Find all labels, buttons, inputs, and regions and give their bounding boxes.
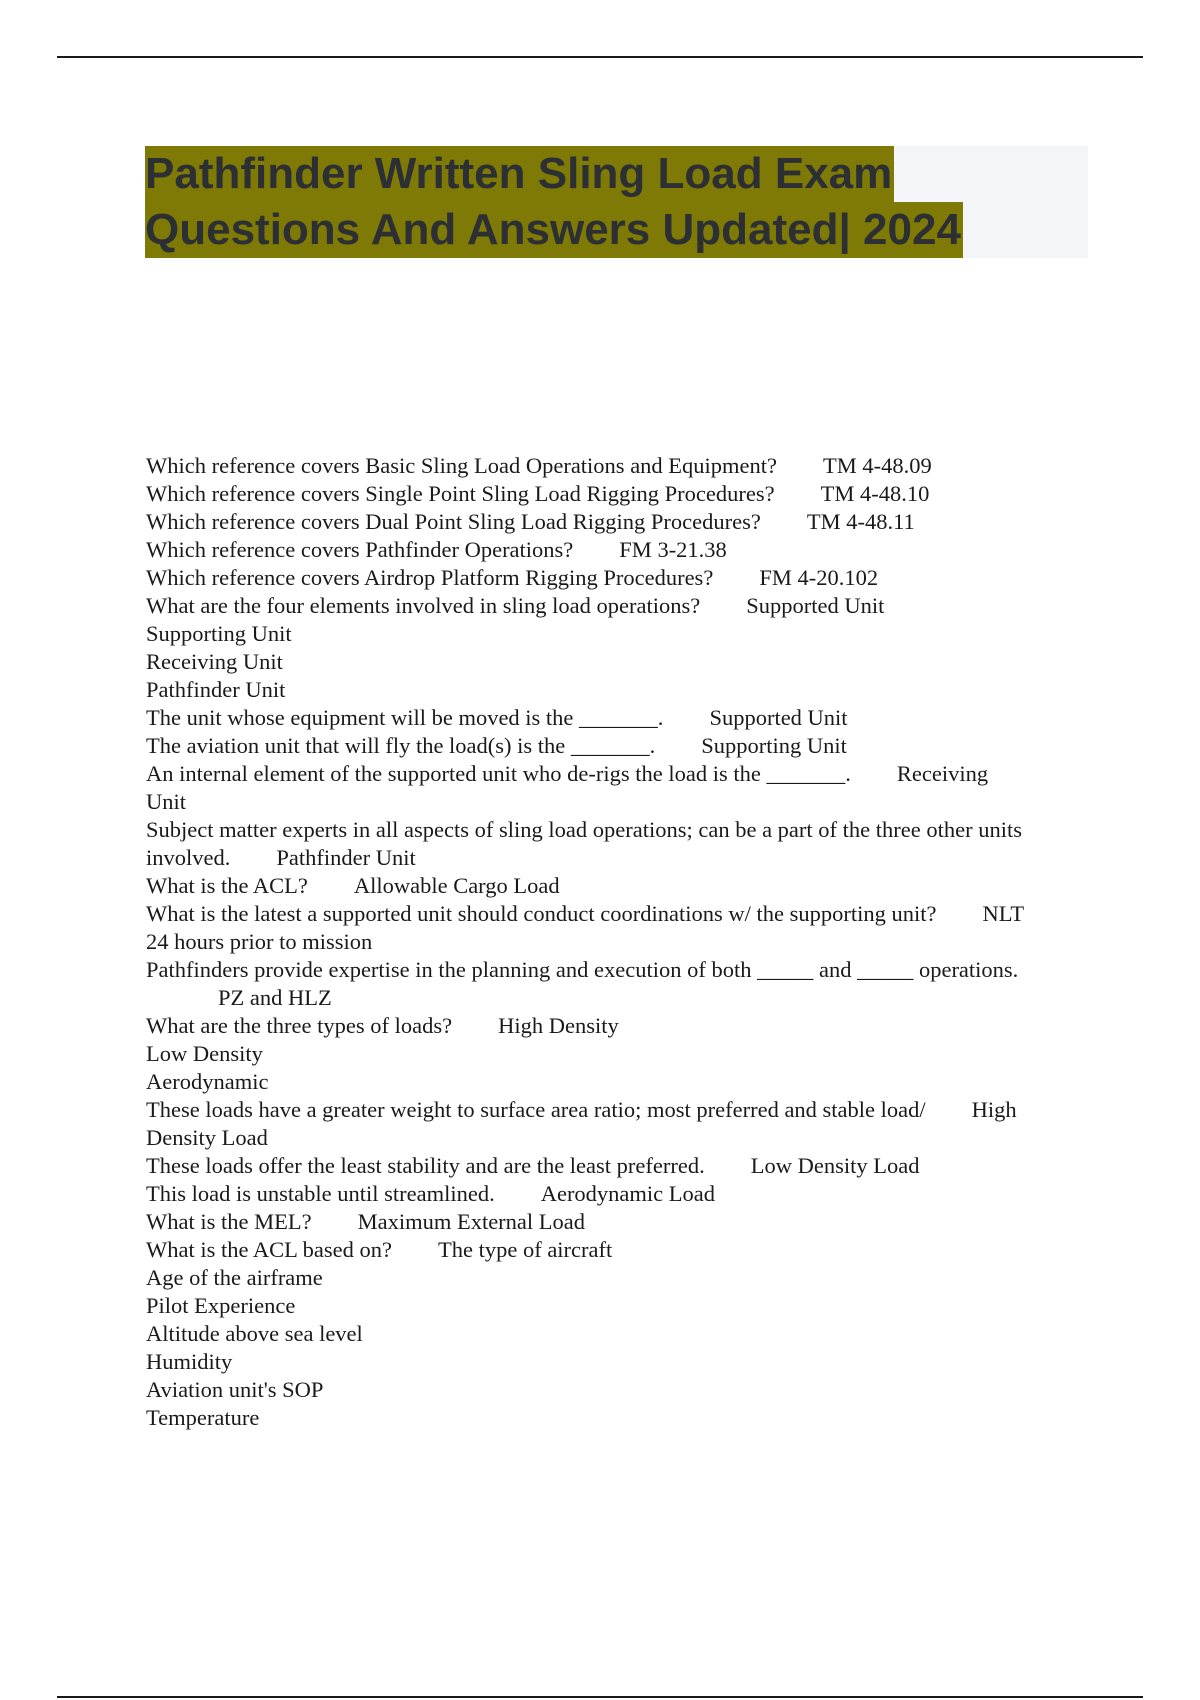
qa-line: [146, 956, 1092, 984]
qa-line: [146, 1376, 1092, 1404]
answer-text: TM 4-48.10: [820, 481, 930, 506]
question-text: Which reference covers Basic Sling Load Operations and Equipment?: [146, 453, 778, 478]
answer-text: FM 4-20.102: [759, 565, 879, 590]
answer-text: The type of aircraft: [437, 1237, 613, 1262]
qa-line: [146, 900, 1092, 928]
question-text: What is the ACL?: [146, 873, 308, 898]
question-text: Density Load: [146, 1125, 268, 1150]
qa-line: [146, 844, 1092, 872]
question-text: What is the latest a supported unit should conduct coordinations w/ the supporting unit?: [146, 901, 937, 926]
question-text: Pathfinders provide expertise in the planning and execution of both _____ and _____ operations.: [146, 957, 1019, 982]
answer-text: TM 4-48.09: [823, 453, 932, 478]
qa-line: [146, 1124, 1092, 1152]
question-text: Supporting Unit: [146, 621, 292, 646]
question-text: What are the three types of loads?: [146, 1013, 453, 1038]
qa-line: [146, 452, 1092, 480]
answer-text: Supported Unit: [709, 705, 848, 730]
top-rule: [57, 56, 1143, 58]
answer-text: Allowable Cargo Load: [353, 873, 560, 898]
qa-line: [146, 928, 1092, 956]
qa-line: [146, 592, 1092, 620]
qa-line: [146, 704, 1092, 732]
question-text: Receiving Unit: [146, 649, 283, 674]
question-text: Pilot Experience: [146, 1293, 296, 1318]
qa-line: [146, 480, 1092, 508]
qa-line: [146, 1068, 1092, 1096]
answer-text: Receiving: [896, 761, 989, 786]
question-text: Which reference covers Pathfinder Operations?: [146, 537, 574, 562]
qa-line: [146, 508, 1092, 536]
qa-line: [146, 1012, 1092, 1040]
answer-text: PZ and HLZ: [218, 985, 332, 1010]
qa-line: [146, 984, 1092, 1012]
question-text: This load is unstable until streamlined.: [146, 1181, 495, 1206]
question-text: What is the ACL based on?: [146, 1237, 392, 1262]
question-text: Pathfinder Unit: [146, 677, 286, 702]
answer-text: Supporting Unit: [701, 733, 847, 758]
question-text: These loads offer the least stability and are the least preferred.: [146, 1153, 705, 1178]
qa-line: [146, 1348, 1092, 1376]
qa-body: [146, 452, 1092, 1432]
question-text: Age of the airframe: [146, 1265, 323, 1290]
question-text: Which reference covers Airdrop Platform Rigging Procedures?: [146, 565, 714, 590]
qa-line: [146, 1040, 1092, 1068]
qa-line: [146, 1208, 1092, 1236]
question-text: Altitude above sea level: [146, 1321, 363, 1346]
answer-text: Aerodynamic Load: [540, 1181, 716, 1206]
bottom-rule: [57, 1696, 1143, 1698]
question-text: What is the MEL?: [146, 1209, 312, 1234]
answer-text: Supported Unit: [746, 593, 885, 618]
qa-line: [146, 1236, 1092, 1264]
document-title-line-1: Pathfinder Written Sling Load Exam: [145, 146, 894, 202]
qa-line: [146, 536, 1092, 564]
answer-text: High Density: [498, 1013, 619, 1038]
question-text: Low Density: [146, 1041, 263, 1066]
qa-line: [146, 1152, 1092, 1180]
question-text: Humidity: [146, 1349, 233, 1374]
qa-line: [146, 676, 1092, 704]
document-title-line-2: Questions And Answers Updated| 2024: [145, 202, 963, 258]
qa-line: [146, 1180, 1092, 1208]
answer-text: TM 4-48.11: [806, 509, 915, 534]
qa-line: [146, 1292, 1092, 1320]
qa-line: [146, 816, 1092, 844]
answer-text: Maximum External Load: [357, 1209, 586, 1234]
answer-text: NLT: [982, 901, 1025, 926]
question-text: What are the four elements involved in sling load operations?: [146, 593, 701, 618]
question-text: Which reference covers Single Point Sling Load Rigging Procedures?: [146, 481, 775, 506]
question-text: The unit whose equipment will be moved is the _______.: [146, 705, 664, 730]
question-text: Aerodynamic: [146, 1069, 269, 1094]
qa-line: [146, 1404, 1092, 1432]
qa-line: [146, 648, 1092, 676]
question-text: 24 hours prior to mission: [146, 929, 373, 954]
question-text: The aviation unit that will fly the load(s) is the _______.: [146, 733, 656, 758]
qa-line: [146, 620, 1092, 648]
question-text: Temperature: [146, 1405, 260, 1430]
question-text: Subject matter experts in all aspects of sling load operations; can be a part of the three other units: [146, 817, 1022, 842]
qa-line: [146, 760, 1092, 788]
answer-text: High: [971, 1097, 1017, 1122]
qa-line: [146, 1096, 1092, 1124]
question-text: Aviation unit's SOP: [146, 1377, 324, 1402]
question-text: Unit: [146, 789, 187, 814]
question-text: An internal element of the supported unit who de-rigs the load is the _______.: [146, 761, 851, 786]
qa-line: [146, 1264, 1092, 1292]
answer-text: FM 3-21.38: [619, 537, 727, 562]
qa-line: [146, 788, 1092, 816]
qa-line: [146, 1320, 1092, 1348]
qa-line: [146, 732, 1092, 760]
question-text: These loads have a greater weight to surface area ratio; most preferred and stable load/: [146, 1097, 926, 1122]
question-text: involved.: [146, 845, 231, 870]
answer-text: Low Density Load: [750, 1153, 920, 1178]
answer-text: Pathfinder Unit: [276, 845, 416, 870]
qa-line: [146, 872, 1092, 900]
qa-line: [146, 564, 1092, 592]
question-text: Which reference covers Dual Point Sling Load Rigging Procedures?: [146, 509, 761, 534]
